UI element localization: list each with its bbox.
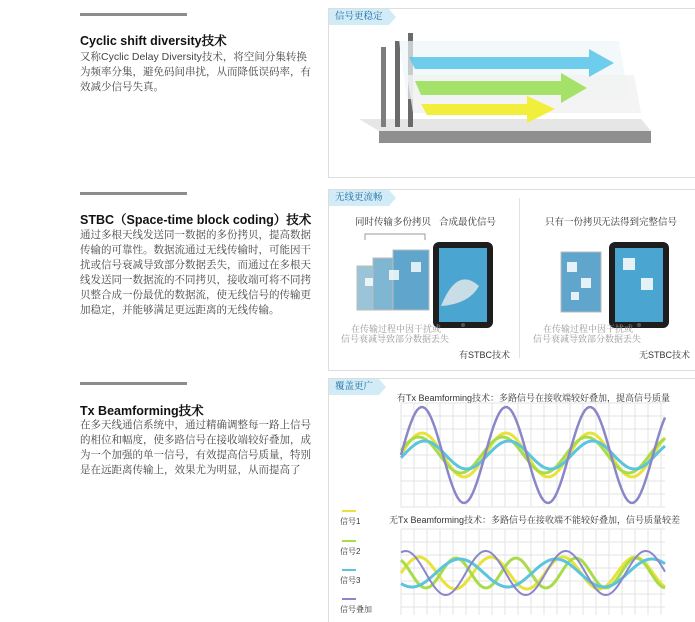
illustration-panel-beamforming [328, 378, 695, 622]
antenna [395, 41, 400, 127]
caption-without-beamforming: 无Tx Beamforming技术：多路信号在接收端不能较好叠加，信号质量较差 [389, 515, 681, 525]
stbc-with-illustration [329, 226, 519, 336]
router-base-top [359, 119, 651, 131]
illustration-panel-csd [328, 8, 695, 178]
caption-combine-signal: 合成最优信号 [439, 217, 497, 228]
caption-multiple-copies: 同时传输多份拷贝 [355, 217, 432, 228]
section-description: 通过多根天线发送同一数据的多份拷贝，提高数据传输的可靠性。数据流通过无线传输时，可能因干扰或信号衰减导致部分数据丢失，而通过在多根天线发送同一数据流的不同拷贝，接收端可将不同拷贝整合成一份最优的数据流，使无线信号的传输更加稳定，并能够满足更远距离的无线传输。 [80, 229, 311, 316]
section-description: 又称Cyclic Delay Diversity技术，将空间分集转换为频率分集，避免码间串扰，从而降低误码率，有效减少信号失真。 [80, 51, 311, 93]
router-base-front [379, 131, 651, 143]
router-arrows-illustration [329, 9, 695, 177]
legend-signal2: 信号2 [340, 547, 361, 556]
panel-tag: 信号更稳定 [329, 9, 389, 25]
waveform-charts [329, 379, 695, 622]
note-data-loss: 信号衰减导致部分数据丢失 [533, 334, 642, 344]
illustration-panel-stbc [328, 189, 695, 371]
legend-line-signal1 [342, 510, 356, 512]
caption-with-beamforming: 有Tx Beamforming技术：多路信号在接收端较好叠加，提高信号质量 [397, 393, 671, 403]
section-divider [80, 192, 187, 195]
section-divider [80, 382, 187, 385]
antenna [381, 47, 386, 127]
section-stbc [0, 180, 695, 370]
note-interference: 在传输过程中因干扰或 [543, 324, 634, 334]
legend-signal3: 信号3 [340, 576, 361, 585]
caption-incomplete-signal: 无法得到完整信号 [601, 217, 678, 228]
legend-sum: 信号叠加 [340, 605, 372, 614]
panel-tag: 无线更流畅 [329, 190, 389, 206]
legend-line-sum [342, 598, 356, 600]
label-without-stbc: 无STBC技术 [639, 350, 691, 360]
section-title: STBC（Space-time block coding）技术 [80, 213, 312, 227]
section-title: Cyclic shift diversity技术 [80, 34, 227, 48]
section-csd [0, 0, 695, 180]
note-data-loss: 信号衰减导致部分数据丢失 [341, 334, 450, 344]
section-description: 在多天线通信系统中，通过精确调整每一路上信号的相位和幅度，使多路信号在接收端较好叠加，成为一个加强的单一信号，有效提高信号质量，特别是在远距离传输上，效果尤为明显，从而提高了 [80, 419, 311, 476]
legend-line-signal3 [342, 569, 356, 571]
legend-signal1: 信号1 [340, 517, 361, 526]
legend-line-signal2 [342, 540, 356, 542]
section-title: Tx Beamforming技术 [80, 404, 204, 418]
section-divider [80, 13, 187, 16]
label-with-stbc: 有STBC技术 [459, 350, 511, 360]
note-interference: 在传输过程中因干扰或 [351, 324, 442, 334]
caption-single-copy: 只有一份拷贝 [545, 217, 603, 228]
stbc-without-illustration [519, 226, 695, 336]
section-beamforming [0, 370, 695, 621]
panel-tag: 覆盖更广 [329, 379, 379, 395]
